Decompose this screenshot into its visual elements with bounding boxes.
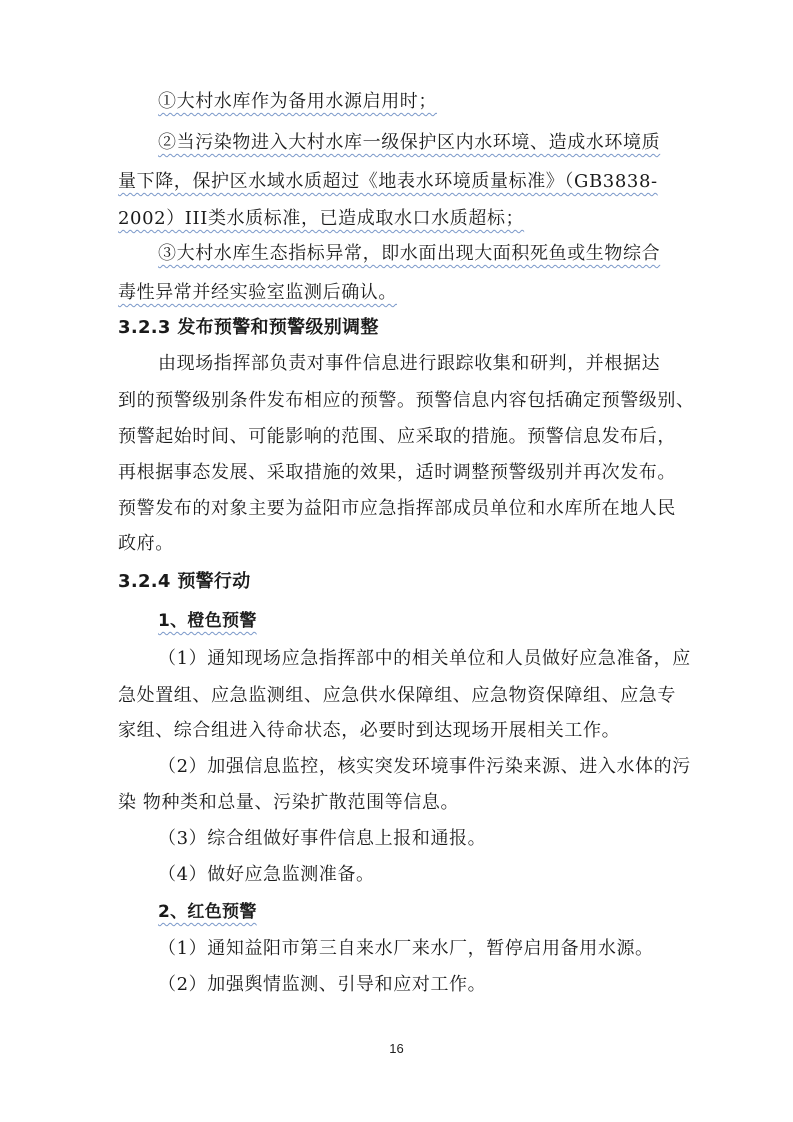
- paragraph-line: 毒性异常并经实验室监测后确认。: [118, 282, 397, 303]
- paragraph-line: 染 物种类和总量、污染扩散范围等信息。: [118, 792, 460, 813]
- paragraph-line: 再根据事态发展、采取措施的效果，适时调整预警级别并再次发布。: [118, 462, 676, 483]
- paragraph-line: （1）通知益阳市第三自来水厂来水厂，暂停启用备用水源。: [158, 938, 654, 959]
- paragraph-line: （3）综合组做好事件信息上报和通报。: [158, 828, 487, 849]
- paragraph-line: ②当污染物进入大村水库一级保护区内水环境、造成水环境质: [158, 132, 661, 153]
- paragraph-line: ①大村水库作为备用水源启用时；: [158, 91, 437, 112]
- paragraph-line: 预警起始时间、可能影响的范围、应采取的措施。预警信息发布后，: [118, 426, 676, 447]
- paragraph-line: 政府。: [118, 533, 174, 554]
- page-number: 16: [389, 1041, 404, 1056]
- paragraph-line: 到的预警级别条件发布相应的预警。预警信息内容包括确定预警级别、: [118, 390, 695, 411]
- subsection-heading: 1、橙色预警: [158, 611, 257, 631]
- paragraph-line: （2）加强信息监控，核实突发环境事件污染来源、进入水体的污: [158, 756, 691, 777]
- paragraph-line: （1）通知现场应急指挥部中的相关单位和人员做好应急准备，应: [158, 648, 691, 669]
- paragraph-line: 预警发布的对象主要为益阳市应急指挥部成员单位和水库所在地人民: [118, 498, 676, 519]
- paragraph-line: 2002）III类水质标准，已造成取水口水质超标；: [118, 208, 525, 229]
- section-heading: 3.2.4 预警行动: [118, 571, 251, 592]
- section-heading: 3.2.3 发布预警和预警级别调整: [118, 317, 379, 338]
- paragraph-line: 量下降，保护区水域水质超过《地表水环境质量标准》（GB3838-: [118, 171, 658, 192]
- paragraph-line: （2）加强舆情监测、引导和应对工作。: [158, 974, 487, 995]
- paragraph-line: 家组、综合组进入待命状态，必要时到达现场开展相关工作。: [118, 720, 621, 741]
- paragraph-line: （4）做好应急监测准备。: [158, 864, 375, 885]
- paragraph-line: 急处置组、应急监测组、应急供水保障组、应急物资保障组、应急专: [118, 685, 676, 706]
- paragraph-line: ③大村水库生态指标异常，即水面出现大面积死鱼或生物综合: [158, 243, 661, 264]
- paragraph-line: 由现场指挥部负责对事件信息进行跟踪收集和研判，并根据达: [158, 353, 661, 374]
- subsection-heading: 2、红色预警: [158, 902, 257, 922]
